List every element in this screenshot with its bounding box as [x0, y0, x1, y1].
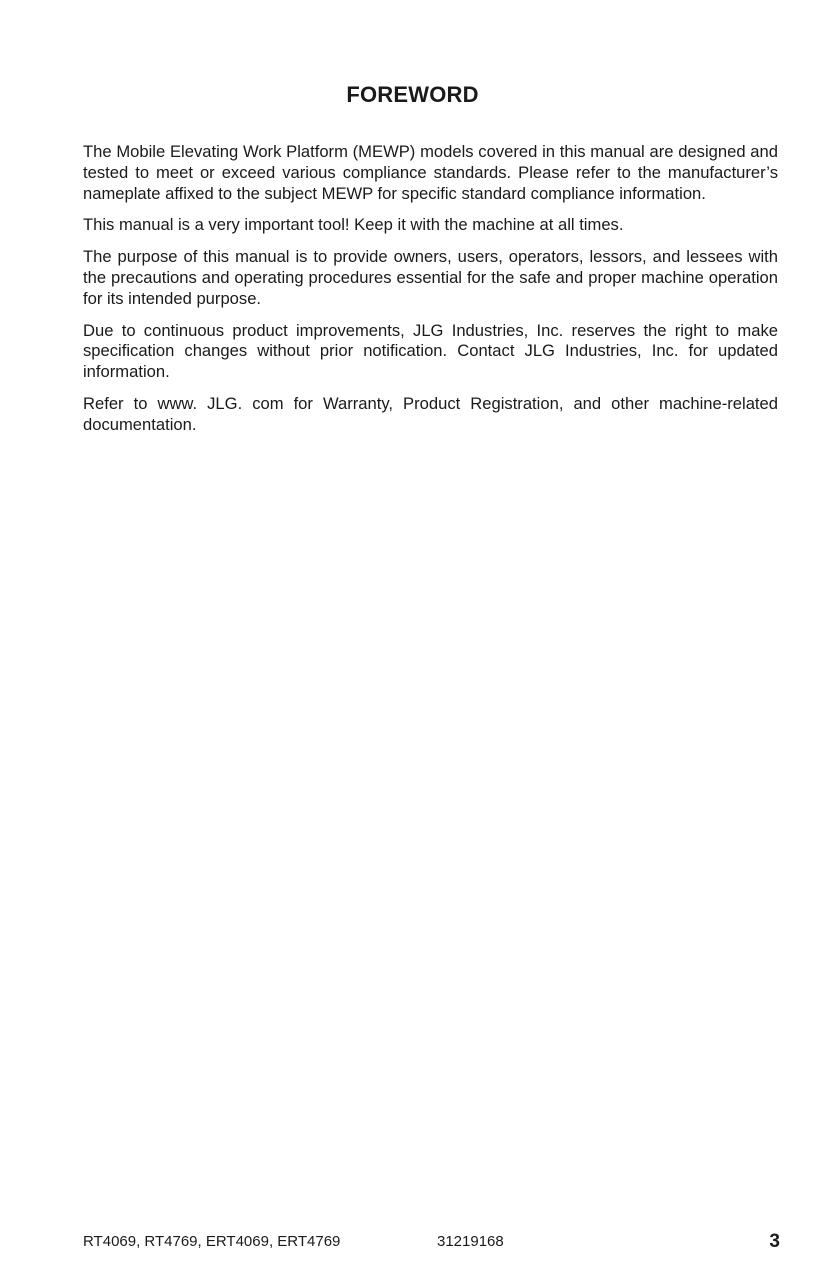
paragraph-website-reference: Refer to www. JLG. com for Warranty, Product Registration, and other machine-related documentation.: [83, 393, 778, 434]
paragraph-purpose: The purpose of this manual is to provide owners, users, operators, lessors, and lessees with the precautions and operating procedures essential for the safe and proper machine operation for its intended purpose.: [83, 247, 778, 308]
paragraph-improvements: Due to continuous product improvements, JLG Industries, Inc. reserves the right to make specification changes without prior notification. Contact JLG Industries, Inc. for updated information.: [83, 320, 778, 382]
paragraph-compliance: The Mobile Elevating Work Platform (MEWP) models covered in this manual are designed and tested to meet or exceed various compliance standards. Please refer to the manufacturer’s nameplate affixed to the subject MEWP for specific standard compliance information.: [83, 142, 778, 203]
page-number: 3: [769, 1231, 780, 1252]
footer-doc-number: 31219168: [437, 1233, 504, 1250]
foreword-body: [83, 142, 778, 447]
footer-models: RT4069, RT4769, ERT4069, ERT4769: [83, 1233, 341, 1250]
page-footer: [83, 1231, 780, 1257]
page-title: FOREWORD: [346, 82, 479, 107]
paragraph-important-tool: This manual is a very important tool! Keep it with the machine at all times.: [83, 215, 624, 235]
